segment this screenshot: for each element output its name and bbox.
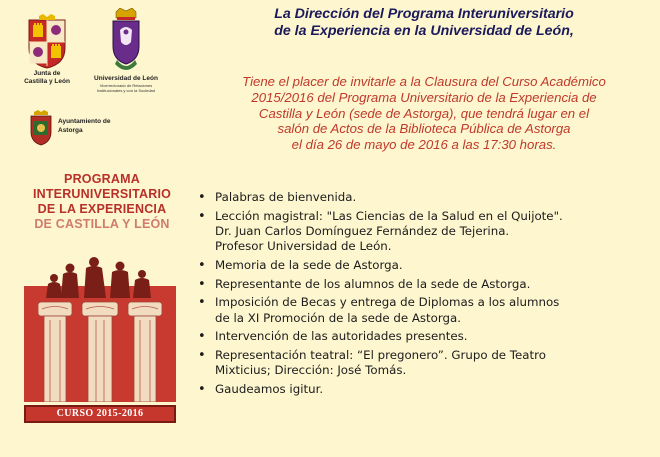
agenda-item [198,348,653,379]
universidad-crest-icon [107,8,145,74]
heading-line2: de la Experiencia en la Universidad de León, [274,22,574,39]
agenda-list [198,190,653,400]
universidad-sub1: Vicerrectorado de Relaciones [99,83,153,88]
program-title-line3: DE LA EXPERIENCIA [37,202,167,216]
bullet-icon: • [198,276,206,292]
invitation-text [196,74,652,153]
program-title [22,172,182,232]
agenda-item [198,382,653,397]
course-badge: CURSO 2015-2016 [24,405,176,423]
agenda-item [198,209,653,255]
invitation-line3: Castilla y León (sede de Astorga), que tendrá lugar en el [258,105,590,121]
agenda-item-line: Dr. Juan Carlos Domínguez Fernández de Tejerina. [215,224,510,238]
agenda-item-line: Lección magistral: "Las Ciencias de la Salud en el Quijote". [215,208,563,223]
bullet-icon: • [198,208,206,224]
agenda-item-line: Representación teatral: “El pregonero”. Grupo de Teatro [215,347,546,362]
universidad-title: Universidad de León [94,75,158,82]
astorga-caption-line2: Astorga [58,127,83,134]
invitation-line5: el día 26 de mayo de 2016 a las 17:30 horas. [291,137,557,153]
bullet-icon: • [198,381,206,397]
castilla-caption-line1: Junta de [33,70,61,77]
invitation-heading [196,6,652,39]
agenda-item-line: Palabras de bienvenida. [215,190,357,204]
program-illustration [24,246,176,402]
heading-line1: La Dirección del Programa Interuniversitario [274,6,574,22]
invitation-line1: Tiene el placer de invitarle a la Clausura del Curso Académico [242,74,606,89]
astorga-logo [28,110,148,150]
bullet-icon: • [198,295,206,311]
universidad-sub2: Institucionales y con la Sociedad [96,88,156,93]
castilla-caption-line2: Castilla y León [24,78,70,85]
agenda-item-line: Representante de los alumnos de la sede de Astorga. [215,276,531,291]
agenda-item-line: Gaudeamos igitur. [215,381,324,396]
program-title-line1: PROGRAMA [64,172,140,186]
bullet-icon: • [198,190,206,205]
astorga-crest-icon [28,110,54,146]
invitation-line4: salón de Actos de la Biblioteca Pública de Astorga [277,121,571,137]
agenda-item-line: Imposición de Becas y entrega de Diplomas a los alumnos [215,295,560,310]
agenda-item-line: Mixticius; Dirección: José Tomás. [215,363,407,378]
program-title-line2: INTERUNIVERSITARIO [32,187,172,201]
agenda-item [198,258,653,273]
castilla-logo [16,14,78,86]
program-title-region: DE CASTILLA Y LEÓN [34,217,170,231]
agenda-item-line: Memoria de la sede de Astorga. [215,258,403,272]
universidad-logo [86,8,166,93]
castilla-shield-icon [25,14,69,70]
agenda-item [198,190,653,205]
agenda-item-line: Profesor Universidad de León. [215,239,392,254]
astorga-caption-line1: Ayuntamiento de [58,118,111,125]
agenda-item-line: de la XI Promoción de la sede de Astorga. [215,310,462,325]
agenda-item [198,329,653,344]
agenda-item [198,295,653,326]
agenda-item-line: Intervención de las autoridades presentes. [215,329,468,344]
invitation-line2: 2015/2016 del Programa Universitario de la Experiencia de [251,89,597,105]
bullet-icon: • [198,329,206,345]
bullet-icon: • [198,258,206,273]
bullet-icon: • [198,347,206,363]
agenda-item [198,277,653,292]
